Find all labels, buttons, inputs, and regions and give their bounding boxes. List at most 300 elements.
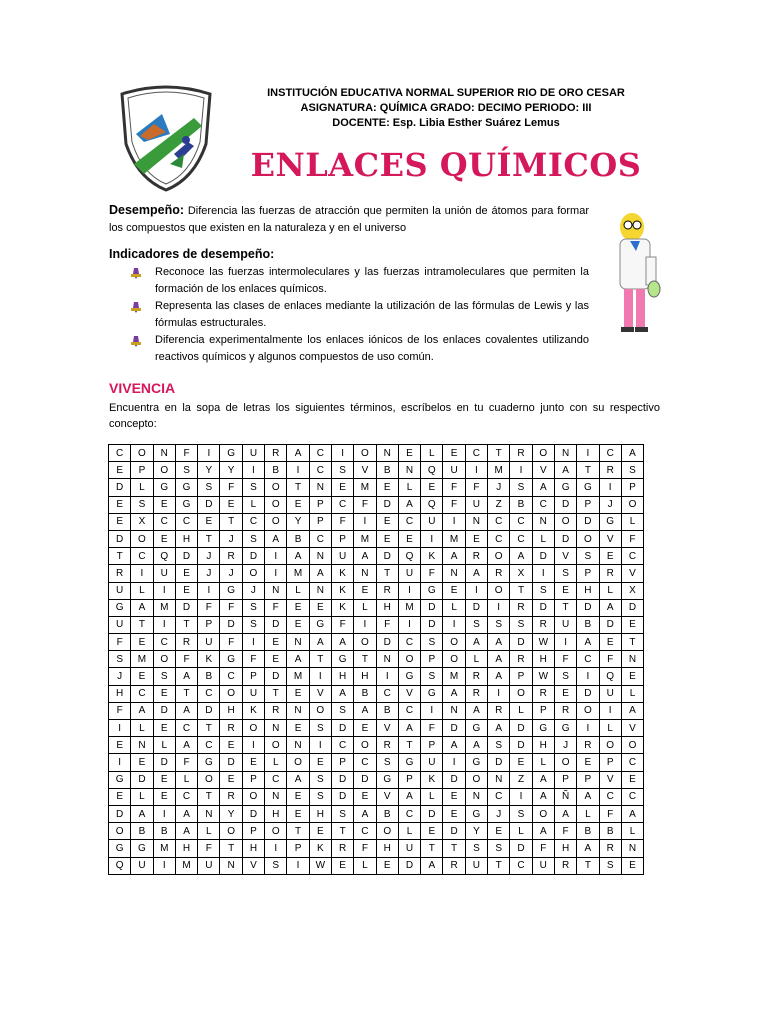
grid-cell: E	[153, 771, 175, 788]
grid-cell: J	[488, 805, 510, 822]
grid-cell: G	[331, 651, 353, 668]
grid-cell: E	[175, 582, 197, 599]
grid-cell: O	[242, 565, 264, 582]
list-item	[130, 264, 589, 298]
grid-cell: O	[153, 651, 175, 668]
grid-cell: P	[421, 651, 443, 668]
grid-cell: T	[510, 582, 532, 599]
grid-cell: P	[131, 462, 153, 479]
grid-cell: L	[242, 496, 264, 513]
grid-cell: V	[621, 565, 643, 582]
grid-cell: T	[354, 651, 376, 668]
grid-cell: T	[198, 720, 220, 737]
grid-cell: D	[554, 496, 576, 513]
grid-cell: R	[577, 737, 599, 754]
grid-cell: E	[354, 788, 376, 805]
grid-cell: N	[287, 702, 309, 719]
grid-cell: U	[421, 513, 443, 530]
grid-cell: R	[488, 702, 510, 719]
grid-cell: E	[287, 599, 309, 616]
grid-cell: G	[599, 513, 621, 530]
grid-cell: N	[309, 582, 331, 599]
grid-cell: S	[577, 548, 599, 565]
grid-cell: N	[443, 565, 465, 582]
page-title: ENLACES QUÍMICOS	[250, 146, 642, 184]
grid-cell: I	[421, 702, 443, 719]
grid-cell: B	[198, 668, 220, 685]
grid-cell: T	[398, 737, 420, 754]
grid-cell: R	[376, 737, 398, 754]
grid-cell: A	[510, 548, 532, 565]
grid-cell: E	[109, 737, 131, 754]
grid-cell: C	[621, 548, 643, 565]
grid-cell: I	[421, 530, 443, 547]
grid-cell: O	[465, 771, 487, 788]
grid-cell: T	[220, 840, 242, 857]
grid-cell: R	[265, 702, 287, 719]
grid-cell: D	[443, 771, 465, 788]
grid-cell: T	[309, 651, 331, 668]
grid-cell: L	[265, 754, 287, 771]
grid-cell: E	[109, 788, 131, 805]
grid-cell: T	[287, 479, 309, 496]
grid-cell: E	[577, 754, 599, 771]
indicadores-list	[130, 264, 589, 366]
grid-cell: C	[599, 445, 621, 462]
grid-cell: A	[131, 599, 153, 616]
grid-row	[109, 685, 644, 702]
grid-cell: M	[488, 462, 510, 479]
grid-cell: T	[220, 513, 242, 530]
grid-cell: G	[153, 479, 175, 496]
grid-cell: L	[153, 737, 175, 754]
grid-cell: N	[220, 857, 242, 874]
grid-cell: E	[131, 754, 153, 771]
subject-line: ASIGNATURA: QUÍMICA GRADO: DECIMO PERIODO: III	[300, 102, 592, 114]
grid-cell: U	[599, 685, 621, 702]
grid-cell: N	[198, 805, 220, 822]
grid-cell: G	[109, 771, 131, 788]
grid-cell: A	[443, 737, 465, 754]
grid-cell: I	[109, 720, 131, 737]
grid-cell: L	[532, 754, 554, 771]
grid-cell: A	[488, 668, 510, 685]
grid-cell: B	[131, 823, 153, 840]
grid-cell: S	[153, 668, 175, 685]
grid-cell: C	[488, 788, 510, 805]
grid-cell: F	[599, 651, 621, 668]
grid-cell: G	[577, 479, 599, 496]
grid-cell: L	[465, 651, 487, 668]
grid-cell: I	[577, 445, 599, 462]
grid-cell: S	[309, 771, 331, 788]
grid-row	[109, 513, 644, 530]
grid-cell: C	[131, 548, 153, 565]
grid-cell: J	[554, 737, 576, 754]
grid-cell: Q	[599, 668, 621, 685]
grid-row	[109, 479, 644, 496]
grid-cell: I	[532, 565, 554, 582]
grid-row	[109, 823, 644, 840]
grid-cell: F	[331, 513, 353, 530]
grid-cell: E	[287, 616, 309, 633]
grid-cell: Y	[220, 462, 242, 479]
grid-row	[109, 496, 644, 513]
grid-cell: A	[354, 702, 376, 719]
grid-cell: G	[554, 720, 576, 737]
grid-cell: P	[421, 737, 443, 754]
grid-row	[109, 840, 644, 857]
grid-cell: P	[398, 771, 420, 788]
grid-cell: K	[331, 599, 353, 616]
grid-row	[109, 530, 644, 547]
grid-row	[109, 582, 644, 599]
grid-cell: V	[376, 788, 398, 805]
grid-cell: E	[287, 720, 309, 737]
grid-cell: O	[242, 720, 264, 737]
grid-cell: E	[398, 530, 420, 547]
grid-cell: C	[354, 823, 376, 840]
grid-cell: Q	[421, 462, 443, 479]
grid-row	[109, 788, 644, 805]
grid-cell: U	[398, 840, 420, 857]
grid-cell: A	[331, 634, 353, 651]
grid-cell: P	[554, 771, 576, 788]
grid-cell: O	[131, 445, 153, 462]
grid-cell: B	[153, 823, 175, 840]
grid-cell: E	[309, 823, 331, 840]
grid-cell: E	[109, 496, 131, 513]
grid-cell: G	[376, 771, 398, 788]
grid-cell: J	[488, 479, 510, 496]
grid-cell: L	[198, 823, 220, 840]
grid-cell: E	[488, 823, 510, 840]
grid-cell: D	[109, 530, 131, 547]
grid-cell: C	[175, 720, 197, 737]
grid-cell: P	[577, 771, 599, 788]
grid-cell: E	[265, 651, 287, 668]
indicadores-title: Indicadores de desempeño:	[109, 247, 275, 261]
grid-cell: E	[153, 720, 175, 737]
grid-cell: I	[287, 857, 309, 874]
grid-cell: D	[109, 479, 131, 496]
grid-cell: Y	[198, 462, 220, 479]
grid-cell: A	[131, 702, 153, 719]
grid-cell: E	[287, 788, 309, 805]
grid-cell: I	[153, 805, 175, 822]
grid-cell: H	[175, 530, 197, 547]
grid-cell: T	[421, 840, 443, 857]
grid-cell: B	[577, 823, 599, 840]
grid-cell: C	[488, 513, 510, 530]
grid-cell: S	[421, 668, 443, 685]
grid-cell: D	[331, 788, 353, 805]
grid-cell: P	[510, 668, 532, 685]
grid-cell: I	[510, 462, 532, 479]
grid-cell: H	[309, 805, 331, 822]
grid-cell: H	[354, 668, 376, 685]
grid-cell: M	[153, 599, 175, 616]
grid-cell: U	[242, 685, 264, 702]
grid-cell: C	[175, 788, 197, 805]
grid-cell: M	[443, 530, 465, 547]
grid-cell: A	[488, 720, 510, 737]
grid-cell: R	[532, 616, 554, 633]
grid-cell: R	[376, 582, 398, 599]
grid-cell: C	[510, 513, 532, 530]
grid-cell: D	[443, 720, 465, 737]
grid-cell: P	[577, 565, 599, 582]
grid-cell: D	[153, 754, 175, 771]
grid-cell: A	[443, 548, 465, 565]
grid-cell: S	[510, 805, 532, 822]
grid-cell: M	[354, 479, 376, 496]
grid-cell: T	[198, 530, 220, 547]
grid-cell: A	[354, 548, 376, 565]
grid-cell: U	[443, 462, 465, 479]
grid-row	[109, 616, 644, 633]
grid-cell: O	[265, 737, 287, 754]
grid-cell: E	[599, 634, 621, 651]
grid-cell: L	[131, 479, 153, 496]
grid-cell: C	[398, 702, 420, 719]
grid-cell: D	[265, 668, 287, 685]
grid-cell: E	[153, 788, 175, 805]
grid-cell: N	[532, 513, 554, 530]
grid-cell: T	[554, 599, 576, 616]
grid-cell: S	[421, 634, 443, 651]
grid-cell: A	[621, 445, 643, 462]
grid-cell: O	[153, 462, 175, 479]
grid-cell: A	[443, 685, 465, 702]
grid-cell: D	[376, 496, 398, 513]
grid-cell: I	[131, 565, 153, 582]
grid-cell: C	[488, 530, 510, 547]
grid-cell: W	[309, 857, 331, 874]
grid-cell: R	[175, 634, 197, 651]
grid-cell: F	[376, 616, 398, 633]
grid-cell: I	[109, 754, 131, 771]
grid-cell: C	[621, 754, 643, 771]
grid-cell: M	[287, 565, 309, 582]
grid-cell: U	[242, 445, 264, 462]
grid-cell: F	[354, 840, 376, 857]
grid-cell: D	[421, 805, 443, 822]
grid-cell: E	[198, 513, 220, 530]
grid-cell: E	[354, 720, 376, 737]
grid-cell: E	[599, 548, 621, 565]
grid-cell: A	[465, 565, 487, 582]
grid-cell: E	[131, 634, 153, 651]
grid-cell: V	[398, 685, 420, 702]
grid-cell: S	[554, 565, 576, 582]
grid-cell: G	[421, 685, 443, 702]
grid-cell: H	[532, 651, 554, 668]
grid-cell: G	[309, 616, 331, 633]
grid-cell: A	[287, 771, 309, 788]
grid-cell: O	[309, 702, 331, 719]
grid-cell: F	[443, 479, 465, 496]
grid-cell: F	[220, 634, 242, 651]
grid-cell: L	[621, 513, 643, 530]
grid-cell: F	[465, 479, 487, 496]
grid-cell: O	[443, 651, 465, 668]
grid-cell: A	[465, 634, 487, 651]
grid-cell: S	[510, 616, 532, 633]
grid-cell: A	[131, 805, 153, 822]
grid-cell: V	[599, 530, 621, 547]
grid-row	[109, 599, 644, 616]
grid-cell: A	[465, 737, 487, 754]
grid-cell: G	[175, 496, 197, 513]
grid-cell: Q	[421, 496, 443, 513]
grid-cell: A	[577, 788, 599, 805]
grid-cell: D	[599, 616, 621, 633]
grid-cell: T	[109, 548, 131, 565]
grid-row	[109, 857, 644, 874]
grid-cell: C	[153, 513, 175, 530]
grid-cell: L	[599, 582, 621, 599]
grid-cell: F	[443, 496, 465, 513]
grid-cell: C	[621, 788, 643, 805]
grid-cell: A	[175, 737, 197, 754]
grid-cell: F	[109, 634, 131, 651]
grid-cell: I	[354, 616, 376, 633]
grid-cell: L	[599, 720, 621, 737]
grid-cell: L	[510, 702, 532, 719]
grid-cell: E	[621, 668, 643, 685]
grid-cell: A	[488, 651, 510, 668]
grid-cell: B	[354, 685, 376, 702]
desempeno-text: Diferencia las fuerzas de atracción que permiten la unión de átomos para formar los compuestos que existen en la naturaleza y en el universo	[109, 205, 589, 234]
grid-cell: H	[175, 840, 197, 857]
grid-cell: J	[242, 582, 264, 599]
grid-cell: J	[220, 530, 242, 547]
grid-cell: U	[398, 565, 420, 582]
grid-cell: E	[287, 685, 309, 702]
grid-cell: N	[376, 651, 398, 668]
grid-cell: A	[331, 685, 353, 702]
grid-cell: F	[175, 754, 197, 771]
grid-cell: A	[287, 651, 309, 668]
grid-row	[109, 771, 644, 788]
grid-cell: R	[443, 857, 465, 874]
grid-cell: R	[109, 565, 131, 582]
grid-cell: E	[153, 530, 175, 547]
grid-cell: J	[198, 565, 220, 582]
grid-cell: S	[242, 479, 264, 496]
grid-cell: U	[153, 565, 175, 582]
grid-cell: R	[465, 685, 487, 702]
teacher-line: DOCENTE: Esp. Libia Esther Suárez Lemus	[332, 117, 560, 129]
grid-cell: G	[131, 840, 153, 857]
grid-cell: P	[331, 754, 353, 771]
grid-cell: I	[265, 548, 287, 565]
grid-cell: P	[532, 702, 554, 719]
grid-cell: O	[131, 530, 153, 547]
grid-cell: B	[376, 805, 398, 822]
grid-cell: P	[309, 496, 331, 513]
grid-cell: G	[198, 754, 220, 771]
grid-cell: R	[465, 668, 487, 685]
grid-cell: G	[398, 754, 420, 771]
grid-cell: G	[554, 479, 576, 496]
grid-cell: F	[198, 840, 220, 857]
grid-cell: A	[465, 702, 487, 719]
grid-cell: U	[109, 582, 131, 599]
grid-cell: R	[554, 857, 576, 874]
grid-cell: R	[220, 548, 242, 565]
grid-cell: D	[421, 599, 443, 616]
grid-cell: A	[287, 548, 309, 565]
grid-cell: F	[354, 496, 376, 513]
grid-cell: K	[421, 771, 443, 788]
grid-row	[109, 720, 644, 737]
grid-cell: A	[554, 462, 576, 479]
grid-cell: R	[220, 788, 242, 805]
grid-cell: E	[443, 805, 465, 822]
grid-cell: U	[554, 616, 576, 633]
grid-cell: I	[265, 565, 287, 582]
grid-cell: K	[331, 582, 353, 599]
grid-cell: A	[577, 634, 599, 651]
grid-cell: B	[577, 616, 599, 633]
grid-cell: A	[287, 445, 309, 462]
grid-cell: D	[175, 599, 197, 616]
grid-cell: N	[309, 548, 331, 565]
grid-cell: T	[175, 685, 197, 702]
grid-cell: S	[331, 805, 353, 822]
grid-cell: P	[242, 668, 264, 685]
grid-cell: S	[331, 462, 353, 479]
grid-cell: O	[109, 823, 131, 840]
grid-cell: A	[175, 805, 197, 822]
grid-cell: O	[488, 582, 510, 599]
grid-cell: C	[309, 530, 331, 547]
grid-cell: O	[532, 805, 554, 822]
grid-cell: L	[421, 445, 443, 462]
grid-cell: O	[488, 548, 510, 565]
grid-cell: U	[109, 616, 131, 633]
indicador-text: Diferencia experimentalmente los enlaces iónicos de los enlaces covalentes utilizando reactivos químicos y algunos compuestos de uso común.	[155, 334, 589, 363]
grid-cell: D	[153, 702, 175, 719]
grid-cell: J	[599, 496, 621, 513]
grid-cell: E	[376, 530, 398, 547]
grid-cell: S	[131, 496, 153, 513]
grid-cell: C	[354, 754, 376, 771]
grid-cell: G	[398, 668, 420, 685]
grid-cell: M	[153, 840, 175, 857]
grid-cell: G	[109, 840, 131, 857]
grid-cell: V	[599, 771, 621, 788]
grid-cell: T	[621, 634, 643, 651]
grid-cell: F	[175, 445, 197, 462]
grid-cell: H	[376, 599, 398, 616]
grid-cell: C	[510, 530, 532, 547]
grid-cell: S	[465, 616, 487, 633]
grid-cell: G	[220, 445, 242, 462]
grid-cell: D	[376, 548, 398, 565]
grid-cell: C	[131, 685, 153, 702]
grid-cell: A	[421, 857, 443, 874]
grid-cell: D	[510, 634, 532, 651]
grid-cell: D	[532, 599, 554, 616]
grid-cell: D	[510, 720, 532, 737]
grid-cell: L	[621, 823, 643, 840]
grid-cell: E	[376, 857, 398, 874]
grid-cell: F	[421, 720, 443, 737]
grid-cell: S	[265, 857, 287, 874]
